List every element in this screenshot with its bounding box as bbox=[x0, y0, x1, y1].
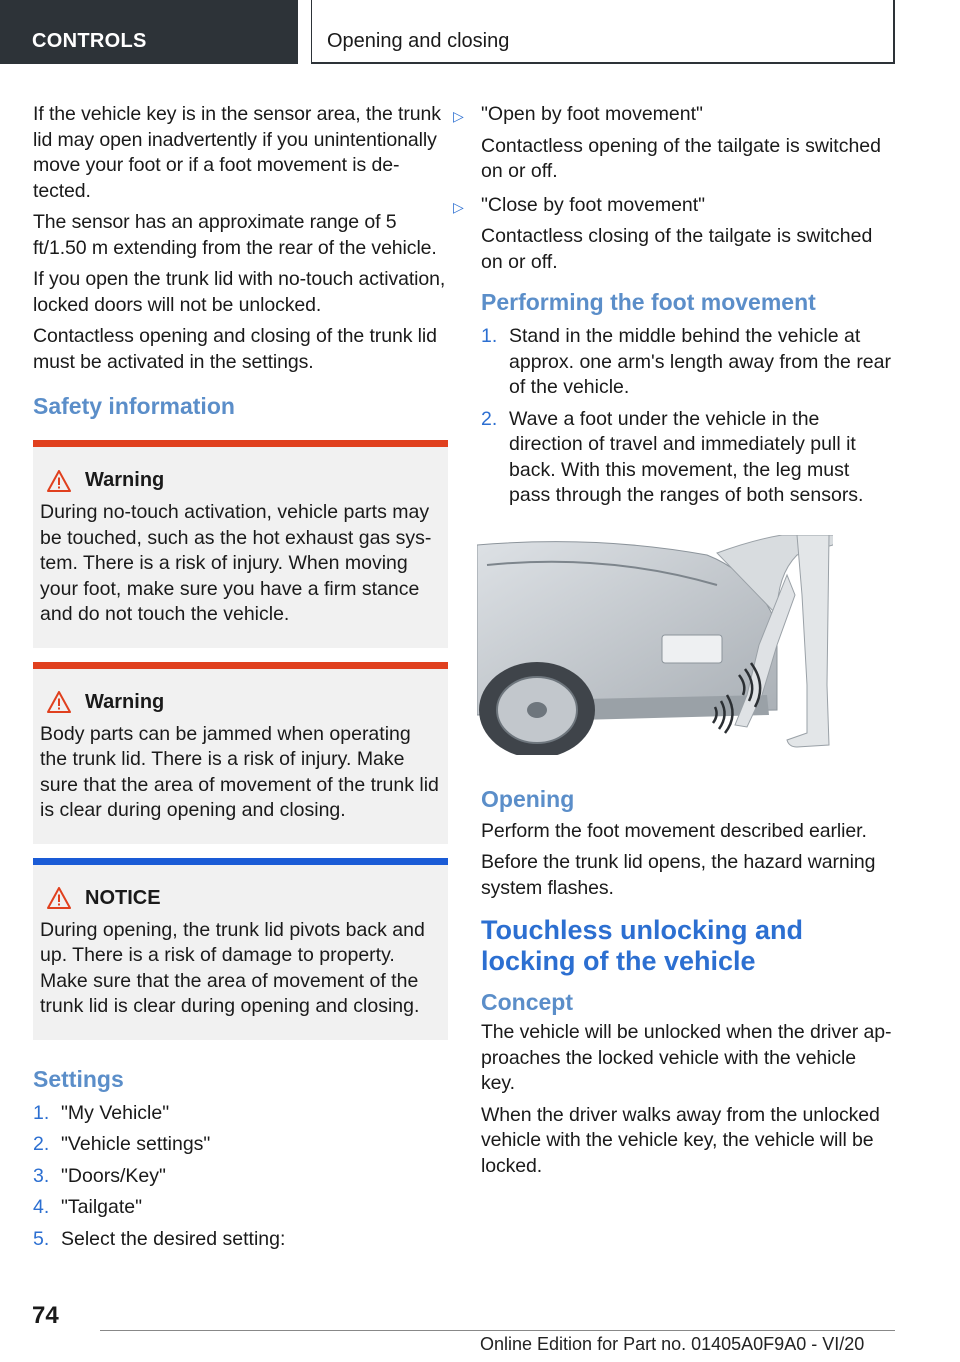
intro-paragraph: The sensor has an approximate range of 5 ft/1.50 m extending from the rear of the vehicle. bbox=[33, 211, 437, 259]
section-tab bbox=[0, 0, 298, 64]
warning-text: During no-touch activation, vehicle parts may be touched, such as the hot exhaust gas system. There is a risk of injury. When moving your foot, make sure you have a firm stance and do not touch the vehicle. bbox=[40, 501, 432, 625]
list-item bbox=[481, 407, 893, 509]
warning-box bbox=[33, 662, 448, 844]
section-label: CONTROLS bbox=[32, 30, 147, 52]
step-text: "Doors/Key" bbox=[61, 1164, 166, 1187]
warning-icon bbox=[47, 691, 71, 713]
step-number: 2. bbox=[33, 1133, 50, 1155]
settings-heading: Settings bbox=[33, 1065, 124, 1092]
opening-paragraph: Before the trunk lid opens, the hazard warning system flashes. bbox=[481, 851, 876, 899]
opening-heading: Opening bbox=[481, 785, 575, 812]
notice-text: During opening, the trunk lid pivots back and up. There is a risk of damage to property. Make sure that the area of movement of the trunk lid is clear during opening and closing. bbox=[40, 918, 425, 1017]
option-label: "Close by foot movement" bbox=[481, 193, 706, 216]
step-text: Select the desired setting: bbox=[61, 1227, 286, 1250]
list-item bbox=[423, 102, 893, 185]
right-column bbox=[453, 102, 893, 1185]
warning-header bbox=[40, 691, 440, 714]
list-item bbox=[33, 1164, 448, 1190]
page-number: 74 bbox=[32, 1302, 59, 1329]
notice-box bbox=[33, 858, 448, 1040]
warning-box bbox=[33, 440, 448, 648]
foot-steps bbox=[481, 324, 893, 509]
step-number: 1. bbox=[33, 1101, 50, 1124]
footer-divider bbox=[100, 1330, 895, 1331]
concept-paragraph: The vehicle will be unlocked when the driver approaches the locked vehicle with the vehicle key. bbox=[481, 1021, 892, 1094]
step-text: "Tailgate" bbox=[61, 1196, 143, 1218]
edition-text: Online Edition for Part no. 01405A0F9A0 - VI/20 bbox=[480, 1334, 865, 1354]
triangle-bullet-icon: ▷ bbox=[453, 198, 464, 215]
warning-icon bbox=[47, 470, 71, 492]
intro-paragraph: Contactless opening and closing of the trunk lid must be activated in the settings. bbox=[33, 325, 437, 373]
chapter-tab bbox=[311, 0, 895, 64]
step-number: 5. bbox=[33, 1227, 50, 1250]
foot-movement-heading: Performing the foot movement bbox=[481, 289, 816, 315]
list-item bbox=[33, 1195, 448, 1221]
notice-title: NOTICE bbox=[85, 886, 161, 909]
warning-title: Warning bbox=[85, 690, 165, 713]
option-label: "Open by foot movement" bbox=[481, 103, 703, 125]
warning-text: Body parts can be jammed when operating the trunk lid. There is a risk of injury. Make sure that the area of movement of the trunk lid is clear during opening and closing. bbox=[40, 722, 439, 821]
step-text: "Vehicle settings" bbox=[61, 1133, 211, 1155]
opening-paragraph: Perform the foot movement described earlier. bbox=[481, 819, 867, 842]
chapter-label: Opening and closing bbox=[327, 30, 510, 52]
option-desc: Contactless opening of the tailgate is switched on or off. bbox=[481, 134, 881, 182]
list-item bbox=[423, 193, 893, 276]
foot-movement-illustration bbox=[477, 535, 833, 755]
concept-paragraph: When the driver walks away from the unlocked vehicle with the vehicle key, the vehicle will be locked. bbox=[481, 1103, 880, 1177]
list-item bbox=[33, 1227, 448, 1253]
settings-steps bbox=[33, 1101, 448, 1253]
step-number: 4. bbox=[33, 1196, 50, 1218]
left-column bbox=[33, 102, 448, 1258]
notice-header bbox=[40, 887, 440, 910]
concept-heading: Concept bbox=[481, 989, 573, 1015]
intro-paragraph: If you open the trunk lid with no-touch activation, locked doors will not be unlocked. bbox=[33, 268, 446, 316]
notice-icon bbox=[47, 887, 71, 909]
list-item bbox=[33, 1132, 448, 1158]
option-desc: Contactless closing of the tailgate is switched on or off. bbox=[481, 225, 873, 273]
step-text: "My Vehicle" bbox=[61, 1101, 170, 1124]
triangle-bullet-icon: ▷ bbox=[453, 108, 464, 124]
intro-paragraph: If the vehicle key is in the sensor area, the trunk lid may open inadvertently if you unintentionally move your foot or if a foot movement is detected. bbox=[33, 103, 441, 202]
warning-title: Warning bbox=[85, 469, 165, 491]
setting-options bbox=[423, 102, 893, 275]
list-item bbox=[481, 324, 893, 401]
step-number: 3. bbox=[33, 1164, 50, 1187]
step-number: 1. bbox=[481, 325, 498, 347]
touchless-heading: Touchless unlocking and locking of the vehicle bbox=[481, 915, 804, 976]
step-text: Stand in the middle behind the vehicle at approx. one arm's length away from the rear of the vehicle. bbox=[509, 325, 891, 398]
warning-header bbox=[40, 469, 440, 492]
list-item bbox=[33, 1101, 448, 1127]
step-text: Wave a foot under the vehicle in the direction of travel and immediately pull it back. With this movement, the leg must pass through the ranges of both sensors. bbox=[509, 407, 864, 506]
step-number: 2. bbox=[481, 407, 498, 430]
safety-heading: Safety information bbox=[33, 393, 235, 419]
